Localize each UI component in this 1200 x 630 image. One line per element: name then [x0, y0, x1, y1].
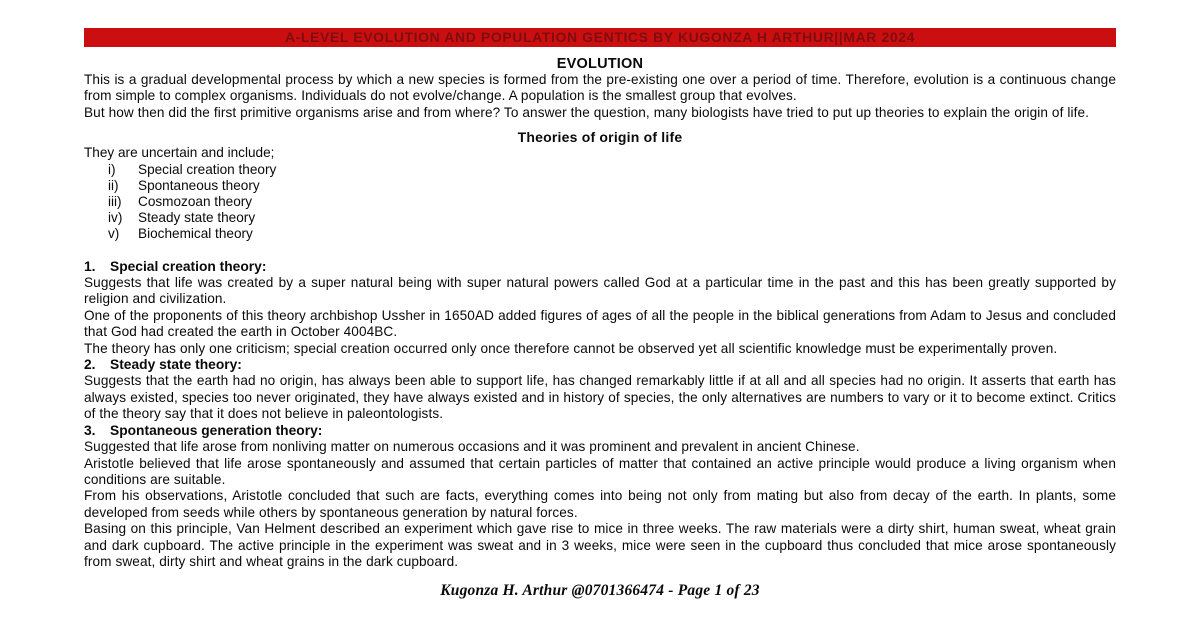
section-title: Spontaneous generation theory:	[110, 422, 323, 438]
section-paragraph: Suggests that life was created by a super natural being with super natural powers called God at a particular time in the past and this has been greatly supported by religion and civilization.	[84, 275, 1116, 307]
list-label: Spontaneous theory	[138, 177, 260, 193]
section-paragraph: The theory has only one criticism; special creation occurred only once therefore cannot be observed yet all scientific knowledge must be experimentally proven.	[84, 340, 1058, 356]
list-marker: i)	[108, 161, 116, 177]
section-title: Steady state theory:	[110, 357, 242, 373]
list-item	[108, 178, 1116, 194]
section-heading	[84, 259, 1116, 275]
list-label: Cosmozoan theory	[138, 194, 253, 210]
list-item	[108, 210, 1116, 226]
list-item	[108, 162, 1116, 178]
section-paragraph: Basing on this principle, Van Helment described an experiment which gave rise to mice in three weeks. The raw materials were a dirty shirt, human sweat, wheat grain and dark cupboard. The active principle in the experiment was sweat and in 3 weeks, mice were seen in the cupboard thus concluded that mice arose spontaneously from sweat, dirty shirt and wheat grains in the dark cupboard.	[84, 521, 1116, 569]
list-item	[108, 226, 1116, 242]
section-paragraph: One of the proponents of this theory archbishop Ussher in 1650AD added figures of ages of all the people in the biblical generations from Adam to Jesus and concluded that God had created the earth in October 4004BC.	[84, 307, 1116, 340]
list-label: Special creation theory	[138, 161, 277, 177]
list-item	[108, 194, 1116, 210]
theories-intro: They are uncertain and include;	[84, 145, 275, 161]
section-number: 2.	[84, 357, 96, 373]
theories-heading: Theories of origin of life	[517, 129, 683, 146]
section-paragraph: Aristotle believed that life arose spontaneously and assumed that certain particles of matter that contained an active principle would produce a living organism when conditions are suitable.	[84, 455, 1116, 487]
section-heading	[84, 423, 1116, 439]
page-title: EVOLUTION	[556, 56, 644, 72]
section-paragraph: From his observations, Aristotle concluded that such are facts, everything comes into being not only from mating but also from decay of the earth. In plants, some developed from seeds while others by spontaneous generation by natural forces.	[84, 488, 1116, 520]
header-banner	[84, 28, 1116, 47]
section-paragraph: Suggests that the earth had no origin, has always been able to support life, has changed remarkably little if at all and all species had no origin. It asserts that earth has always existed, species too never originated, they have always existed and in history of species, the only alternatives are numbers to vary or it to become extinct. Critics of the theory say that it does not believe in paleontologists.	[84, 373, 1116, 422]
list-marker: v)	[108, 226, 120, 242]
spacer	[84, 243, 1116, 259]
section-heading	[84, 357, 1116, 373]
section-number: 1.	[84, 258, 96, 274]
theories-list	[84, 162, 1116, 243]
list-label: Steady state theory	[138, 210, 256, 226]
intro-paragraph: This is a gradual developmental process by which a new species is formed from the pre-existing one over a period of time. Therefore, evolution is a continuous change from simple to complex organisms. Individuals do not evolve/change. A population is the smallest group that evolves.	[84, 72, 1116, 104]
intro-paragraph: But how then did the first primitive organisms arise and from where? To answer the question, many biologists have tried to put up theories to explain the origin of life.	[84, 104, 1089, 120]
list-marker: iv)	[108, 210, 123, 226]
section-paragraph: Suggested that life arose from nonliving matter on numerous occasions and it was prominent and prevalent in ancient Chinese.	[84, 439, 860, 455]
section-number: 3.	[84, 422, 96, 438]
section-title: Special creation theory:	[110, 258, 267, 274]
list-marker: iii)	[108, 194, 122, 210]
list-marker: ii)	[108, 177, 119, 193]
page-footer: Kugonza H. Arthur @0701366474 - Page 1 of 23	[440, 582, 760, 600]
list-label: Biochemical theory	[138, 226, 253, 242]
header-banner-text: A-LEVEL EVOLUTION AND POPULATION GENTICS BY KUGONZA H ARTHUR||MAR 2024	[284, 29, 916, 45]
